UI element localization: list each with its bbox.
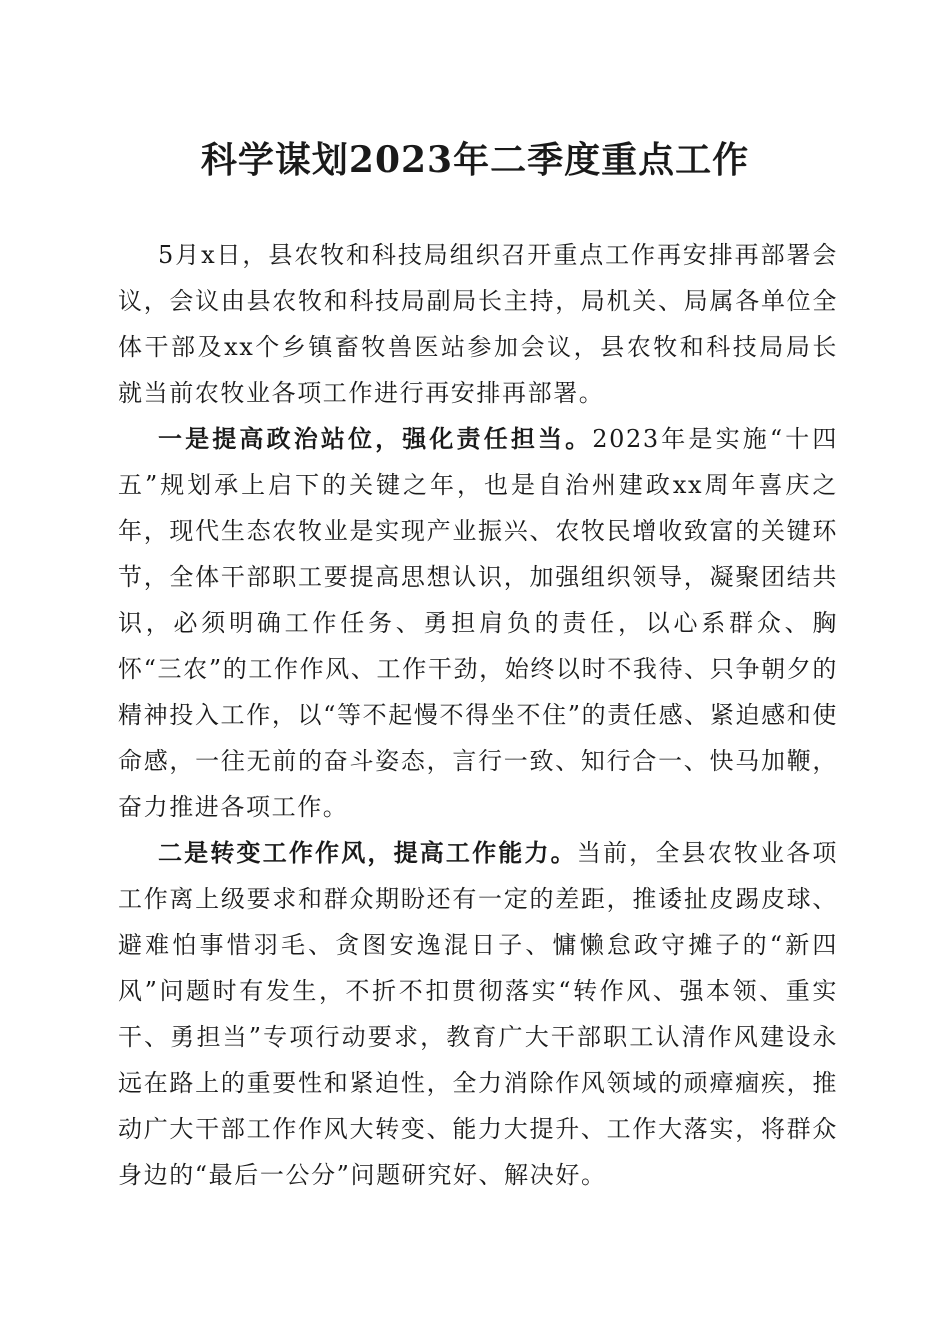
paragraph-lead: 二是转变工作作风，提高工作能力。 (158, 838, 577, 867)
document-title: 科学谋划2023年二季度重点工作 (200, 139, 750, 181)
paragraph-text: 2023年是实施“十四五”规划承上启下的关键之年，也是自治州建政xx周年喜庆之年，现代生态农牧业是实现产业振兴、农牧民增收致富的关键环节，全体干部职工要提高思想认识，加强组织领导，凝聚团结共识，必须明确工作任务、勇担肩负的责任，以心系群众、胸怀“三农”的工作作风、工作干劲，始终以时不我待、只争朝夕的精神投入工作，以“等不起慢不得坐不住”的责任感、紧迫感和使命感，一往无前的奋斗姿态，言行一致、知行合一、快马加鞭，奋力推进各项工作。 (118, 425, 838, 821)
paragraph-point-two (118, 830, 838, 1198)
paragraph-text: 5月x日，县农牧和科技局组织召开重点工作再安排再部署会议，会议由县农牧和科技局副局长主持，局机关、局属各单位全体干部及xx个乡镇畜牧兽医站参加会议，县农牧和科技局局长就当前农牧业各项工作进行再安排再部署。 (118, 241, 838, 407)
paragraph-text: 当前，全县农牧业各项工作离上级要求和群众期盼还有一定的差距，推诿扯皮踢皮球、避难怕事惜羽毛、贪图安逸混日子、慵懒怠政守摊子的“新四风”问题时有发生，不折不扣贯彻落实“转作风、强本领、重实干、勇担当”专项行动要求，教育广大干部职工认清作风建设永远在路上的重要性和紧迫性，全力消除作风领域的顽瘴痼疾，推动广大干部工作作风大转变、能力大提升、工作大落实，将群众身边的“最后一公分”问题研究好、解决好。 (118, 839, 838, 1189)
document-body (118, 232, 838, 1198)
paragraph-point-one (118, 416, 838, 830)
paragraph-intro (118, 232, 838, 416)
paragraph-lead: 一是提高政治站位，强化责任担当。 (158, 424, 593, 453)
